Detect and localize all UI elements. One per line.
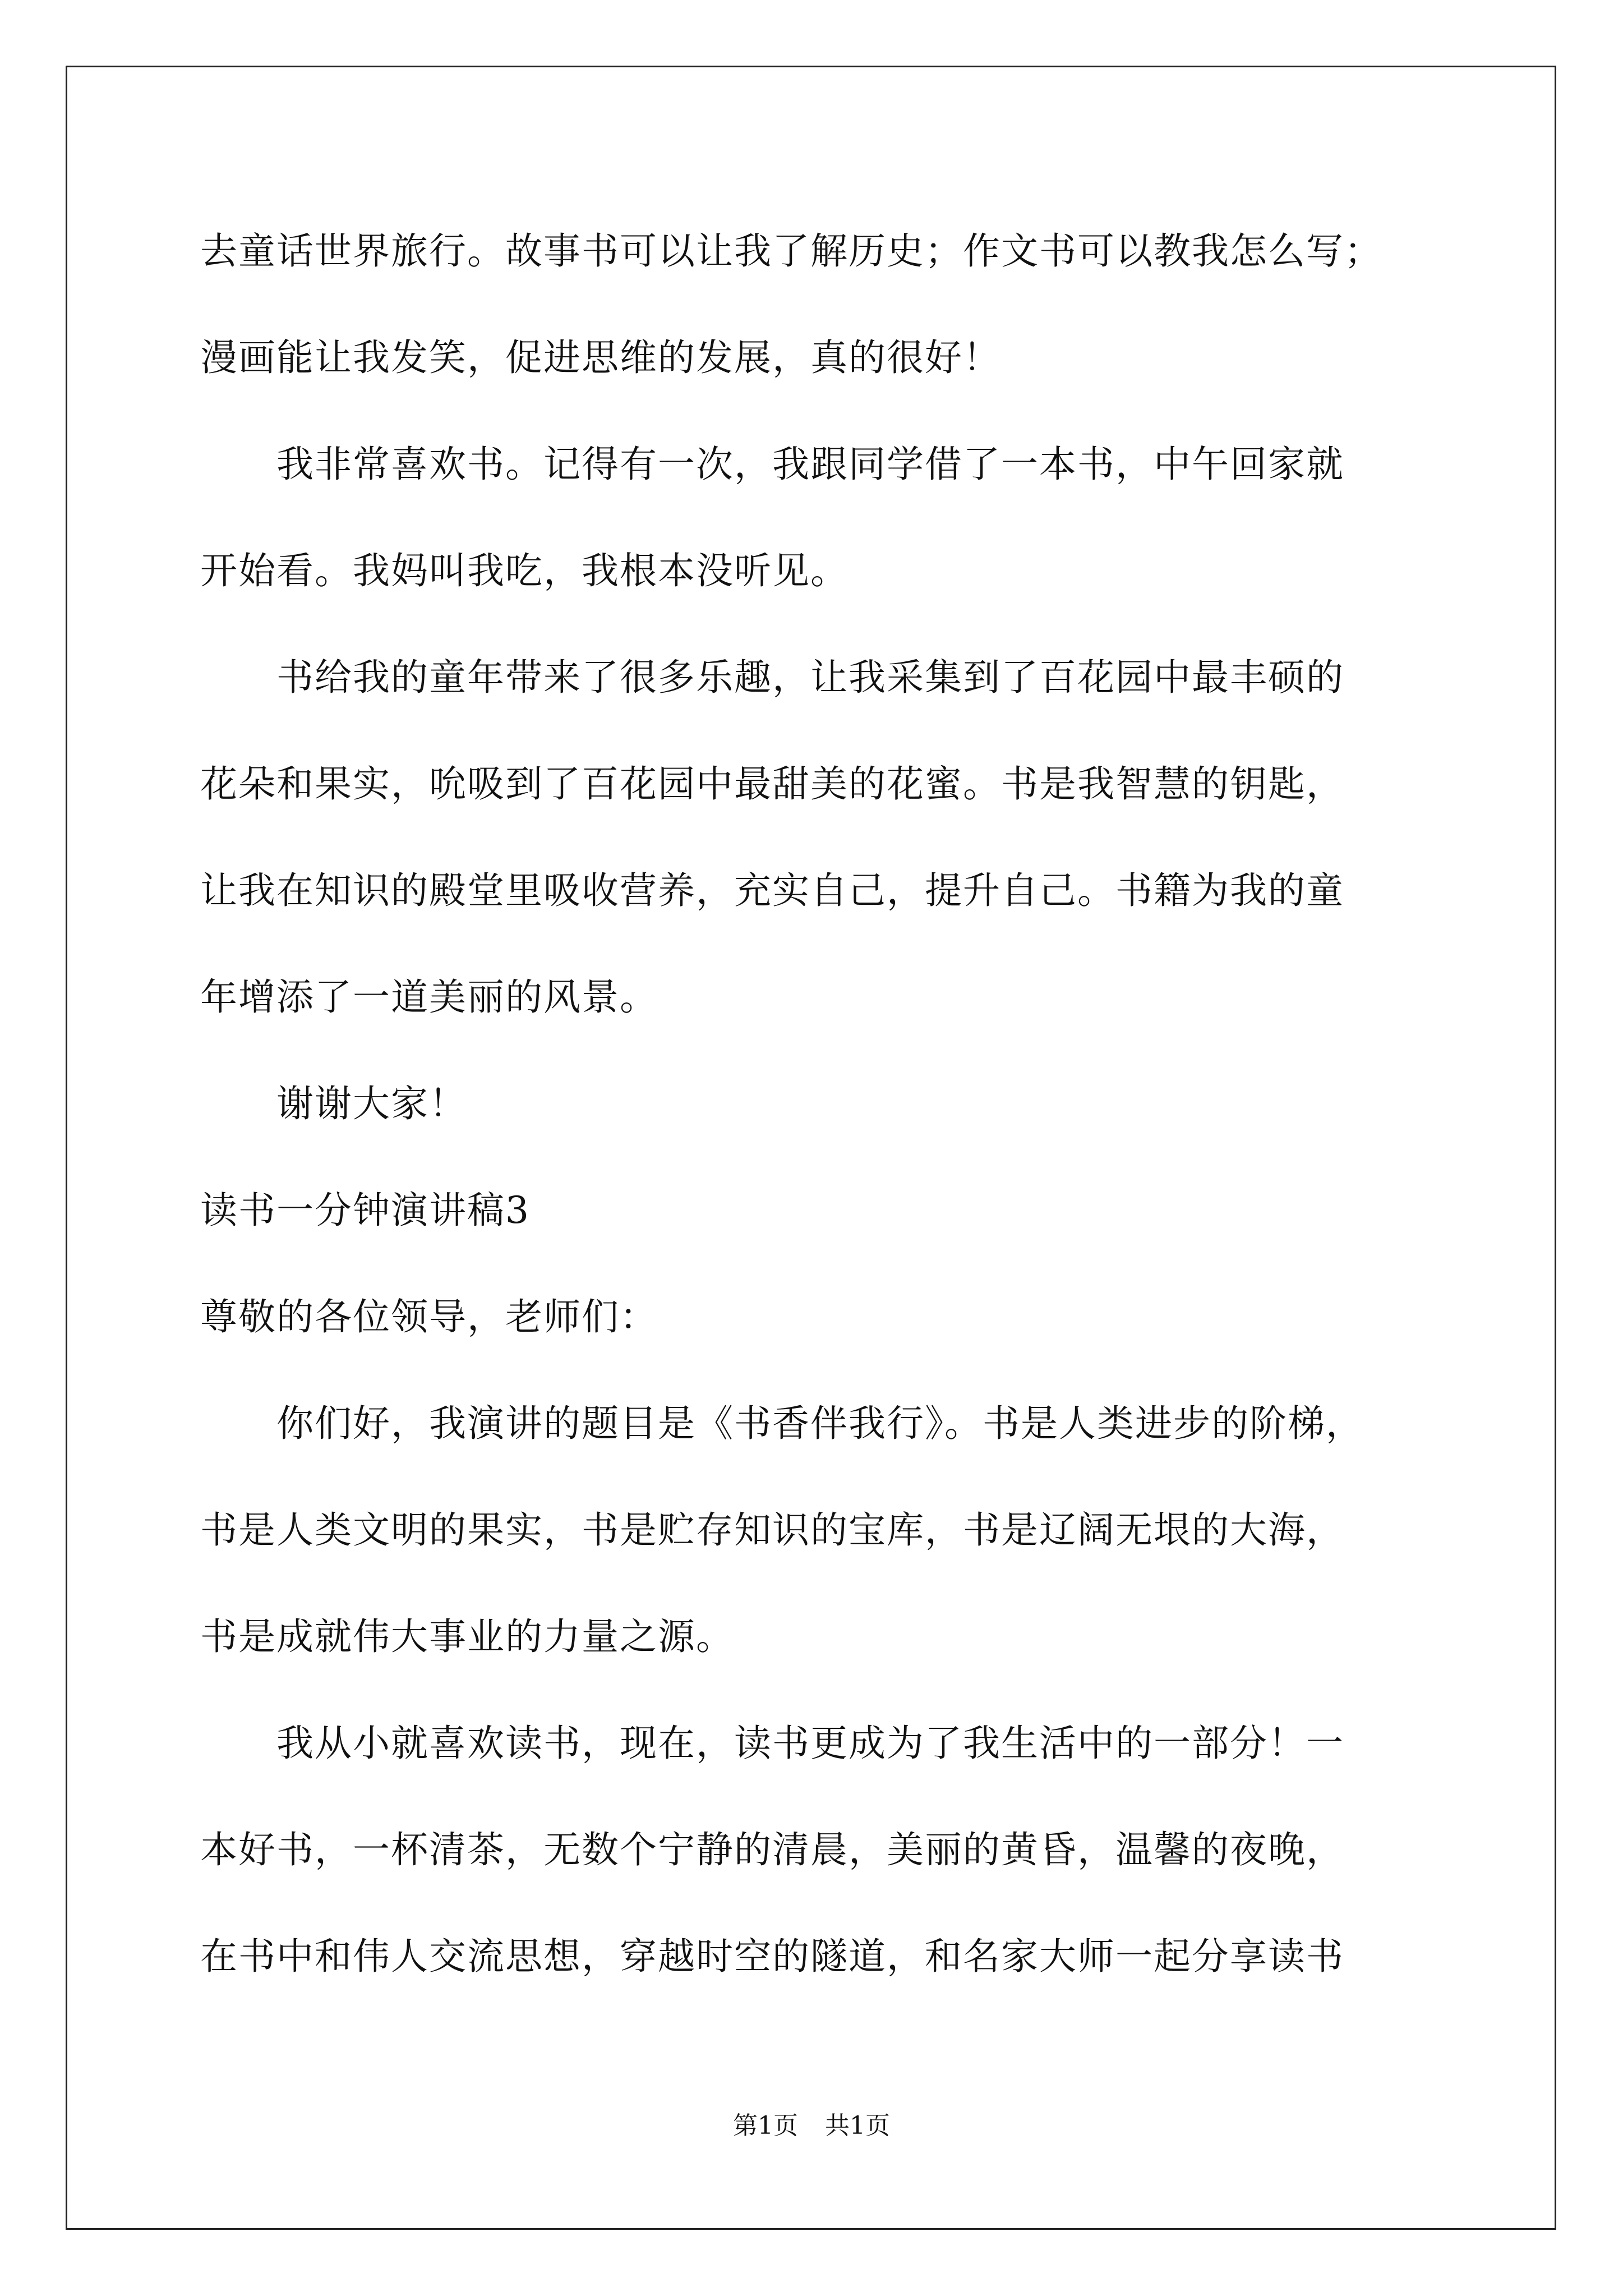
section-title: 读书一分钟演讲稿3 — [200, 1189, 530, 1232]
body-line-16: 本好书，一杯清茶，无数个宁静的清晨，美丽的黄昏，温馨的夜晚， — [200, 1828, 1344, 1871]
page-border — [66, 66, 1556, 2230]
body-line-8: 年增添了一道美丽的风景。 — [200, 976, 658, 1019]
body-line-4: 开始看。我妈叫我吃，我根本没听见。 — [200, 549, 849, 592]
body-line-3: 我非常喜欢书。记得有一次，我跟同学借了一本书，中午回家就 — [200, 443, 1344, 486]
body-line-14: 书是成就伟大事业的力量之源。 — [200, 1615, 734, 1658]
body-line-6: 花朵和果实，吮吸到了百花园中最甜美的花蜜。书是我智慧的钥匙， — [200, 762, 1344, 806]
body-line-17: 在书中和伟人交流思想，穿越时空的隧道，和名家大师一起分享读书 — [200, 1935, 1344, 1978]
body-line-2: 漫画能让我发笑，促进思维的发展，真的很好！ — [200, 336, 1001, 379]
body-line-15: 我从小就喜欢读书，现在，读书更成为了我生活中的一部分！一 — [200, 1722, 1344, 1765]
page-number: 第1页 — [733, 2111, 798, 2140]
body-line-13: 书是人类文明的果实，书是贮存知识的宝库，书是辽阔无垠的大海， — [200, 1508, 1344, 1552]
body-line-7: 让我在知识的殿堂里吸收营养，充实自己，提升自己。书籍为我的童 — [200, 869, 1344, 912]
salutation: 尊敬的各位领导，老师们： — [200, 1295, 658, 1338]
body-line-5: 书给我的童年带来了很多乐趣，让我采集到了百花园中最丰硕的 — [200, 656, 1344, 699]
body-line-12: 你们好，我演讲的题目是《书香伴我行》。书是人类进步的阶梯， — [200, 1402, 1364, 1445]
body-line-9: 谢谢大家！ — [200, 1082, 467, 1125]
page-footer — [0, 2111, 1623, 2140]
page-total: 共1页 — [825, 2111, 890, 2140]
body-line-1: 去童话世界旅行。故事书可以让我了解历史；作文书可以教我怎么写； — [200, 229, 1382, 273]
